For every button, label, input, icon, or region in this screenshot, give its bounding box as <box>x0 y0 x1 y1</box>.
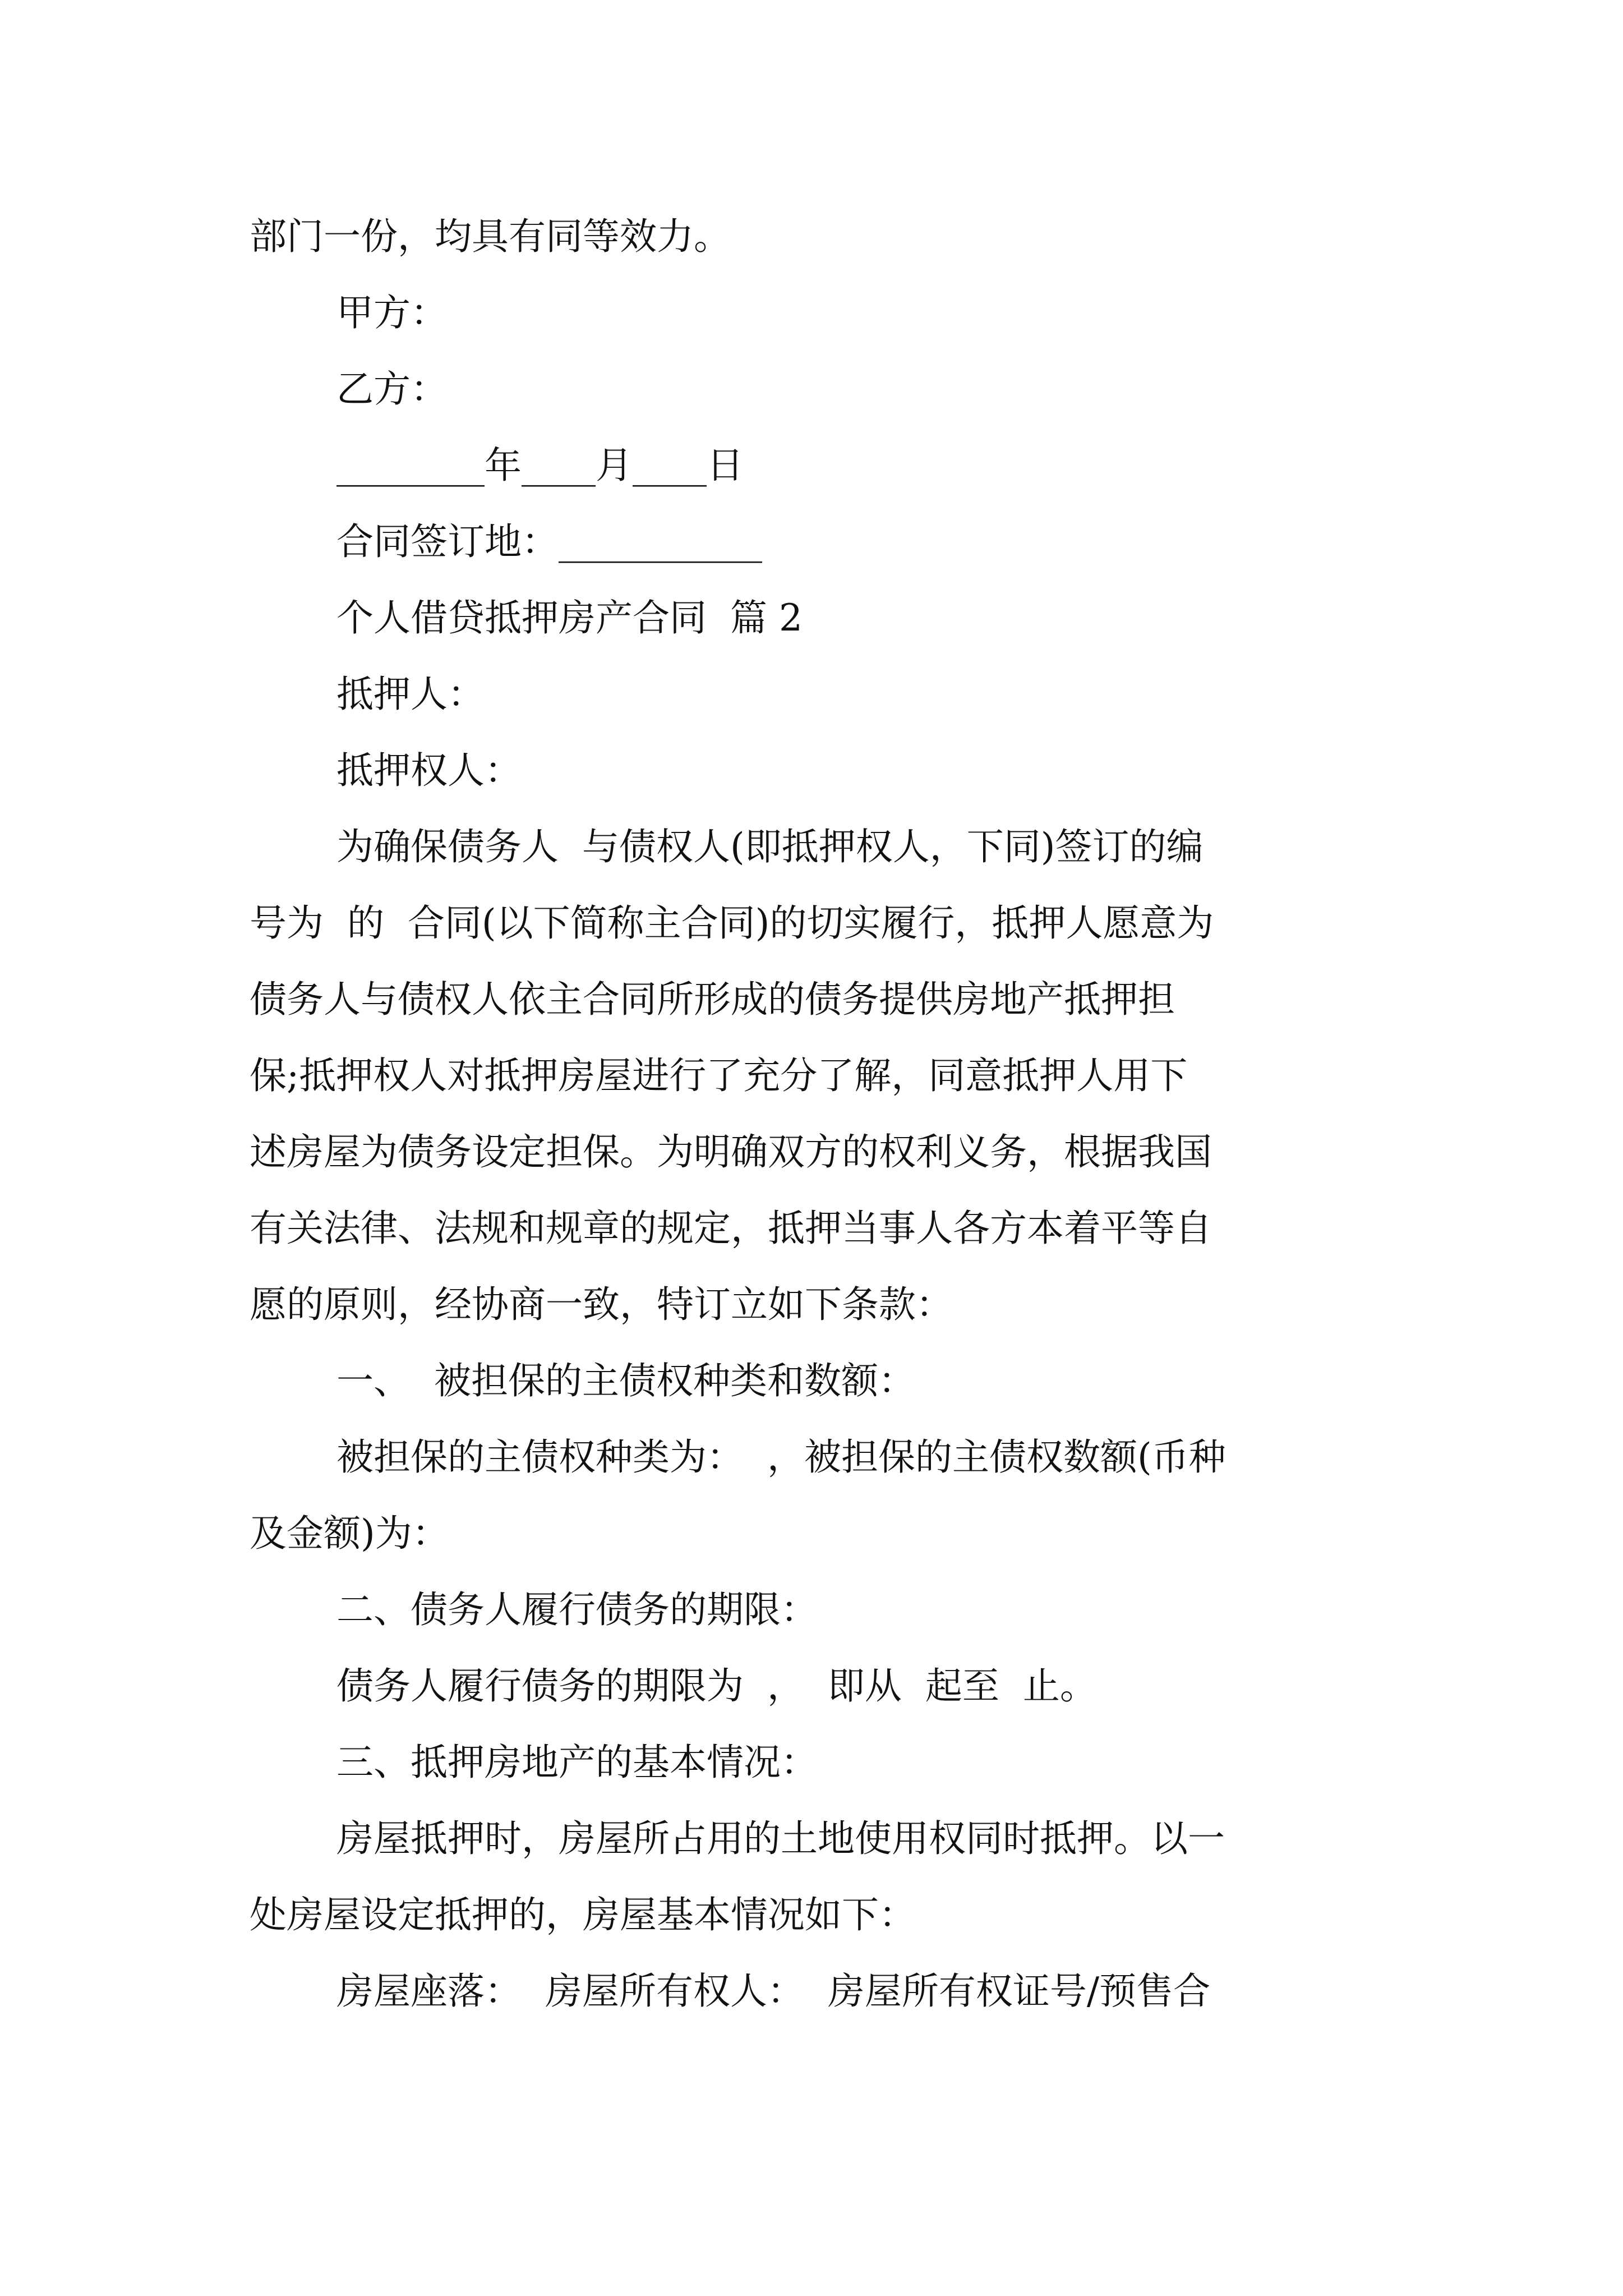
paragraph-line: 债务人与债权人依主合同所形成的债务提供房地产抵押担 <box>250 978 1175 1021</box>
party-a-label: 甲方： <box>336 291 448 334</box>
paragraph-line: 保;抵押权人对抵押房屋进行了充分了解，同意抵押人用下 <box>250 1054 1188 1097</box>
clause-heading: 二、债务人履行债务的期限： <box>336 1588 818 1631</box>
paragraph-line: 述房屋为债务设定担保。为明确双方的权利义务，根据我国 <box>250 1130 1212 1174</box>
section-title: 个人借贷抵押房产合同 篇 2 <box>336 596 803 639</box>
paragraph-line: 及金额)为： <box>250 1512 449 1555</box>
clause-heading: 三、抵押房地产的基本情况： <box>336 1741 818 1784</box>
paragraph-line: 愿的原则，经协商一致，特订立如下条款： <box>250 1283 953 1326</box>
paragraph-line: 债务人履行债务的期限为 ， 即从 起至 止。 <box>336 1664 1097 1708</box>
party-b-label: 乙方： <box>336 367 448 411</box>
paragraph-line: 房屋座落： 房屋所有权人： 房屋所有权证号/预售合 <box>336 1970 1211 2013</box>
paragraph-line: 号为 的 合同(以下简称主合同)的切实履行，抵押人愿意为 <box>250 901 1214 945</box>
clause-heading: 一、 被担保的主债权种类和数额： <box>336 1359 915 1402</box>
mortgagor-label: 抵押人： <box>336 673 485 716</box>
paragraph-line: 有关法律、法规和规章的规定，抵押当事人各方本着平等自 <box>250 1207 1212 1250</box>
paragraph-line: 处房屋设定抵押的，房屋基本情况如下： <box>250 1893 916 1936</box>
date-line: ________年____月____日 <box>336 444 744 487</box>
paragraph-line: 被担保的主债权种类为： ，被担保的主债权数额(币种 <box>336 1435 1226 1479</box>
mortgagee-label: 抵押权人： <box>336 749 522 792</box>
signing-place-line: 合同签订地：___________ <box>336 520 762 563</box>
paragraph-line: 为确保债务人 与债权人(即抵押权人，下同)签订的编 <box>336 825 1204 868</box>
text-line: 部门一份，均具有同等效力。 <box>250 215 731 258</box>
paragraph-line: 房屋抵押时，房屋所占用的土地使用权同时抵押。以一 <box>336 1817 1225 1860</box>
